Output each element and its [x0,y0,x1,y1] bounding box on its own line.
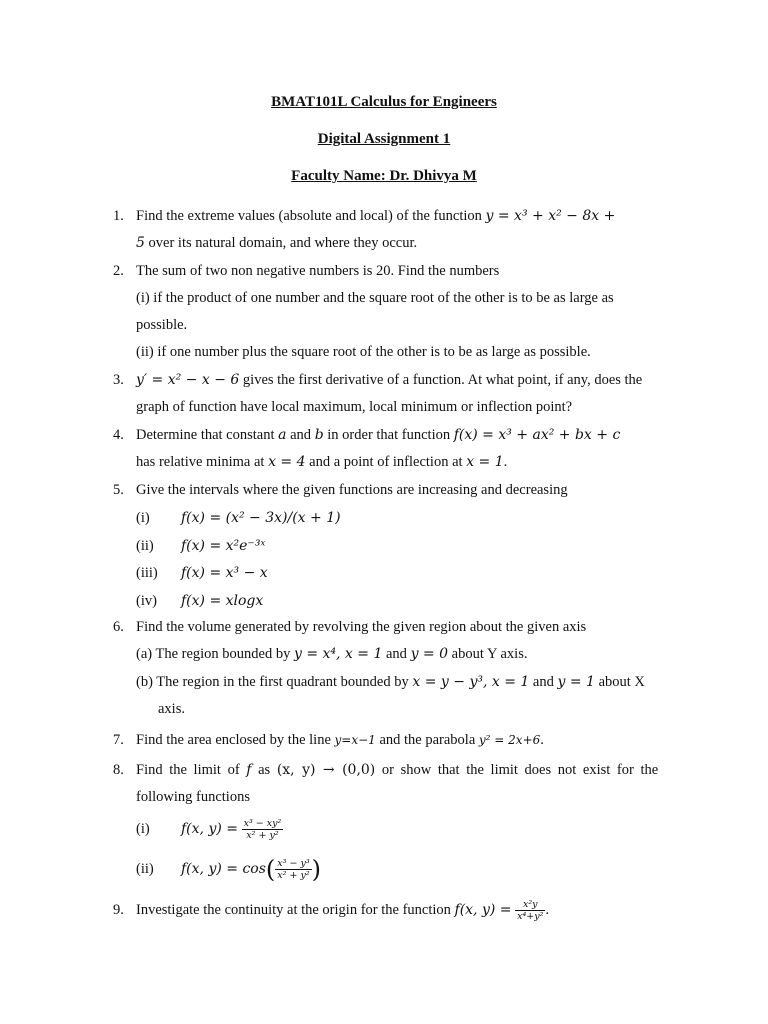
question-2-line-1: The sum of two non negative numbers is 20. Find the numbers [136,263,500,279]
fraction-denominator: x² + y² [277,870,310,882]
question-8-f: f [246,762,252,778]
fraction-numerator: x²y [515,899,545,911]
question-3-line-1 [136,370,642,390]
question-5-item-label: (iv) [136,593,157,609]
question-1-line-1 [136,206,615,226]
question-2-part-ii: (ii) if one number plus the square root of the other is to be as large as possible. [136,344,591,360]
right-paren: ) [311,855,321,884]
fraction-denominator: x² + y² [246,830,279,842]
question-5-line-1: Give the intervals where the given functions are increasing and decreasing [136,482,568,498]
question-5-number: 5. [113,482,124,498]
question-6b-bounds: x = y − y³, x = 1 [412,674,530,690]
question-8-number: 8. [113,762,124,778]
question-3-line-2: graph of function have local maximum, local minimum or inflection point? [136,399,573,415]
question-8-line-1 [136,760,658,780]
question-6a-axis: about Y axis. [448,646,528,662]
question-9-period: . [545,902,550,918]
question-3-number: 3. [113,372,124,388]
left-paren: ( [265,855,276,884]
question-7-text-2: and the parabola [375,732,479,748]
question-3-derivative: y′ = x² − x − 6 [136,372,240,388]
question-4-text-4: and a point of inflection at [305,454,467,470]
question-8-part-i-function [181,812,283,846]
fraction-numerator: x³ − xy² [243,818,282,830]
question-3-text: gives the first derivative of a function. At what point, if any, does the [239,372,643,388]
question-4-inflection-point: x = 1 [466,454,504,470]
question-9-number: 9. [113,902,124,918]
assignment-title: Digital Assignment 1 [317,131,451,147]
question-4-min-point: x = 4 [268,454,306,470]
course-title: BMAT101L Calculus for Engineers [271,94,497,110]
question-1-function: y = x³ + x² − 8x + [485,208,616,224]
question-8ii-lhs: f(x, y) = cos [181,861,266,877]
question-5-item-function: f(x) = xlogx [181,593,264,609]
question-9-text: Investigate the continuity at the origin for the function [136,902,455,918]
question-1-text-tail: over its natural domain, and where they occur. [144,235,418,251]
question-4-and: and [286,427,315,443]
question-6b-and: and [529,674,558,690]
question-8-text: Find the limit of [136,762,247,778]
question-8-as: as [251,762,277,778]
fraction-denominator: x⁴+y² [517,911,544,923]
question-4-const-a: a [278,427,287,443]
question-1-text: Find the extreme values (absolute and local) of the function [136,208,486,224]
question-8ii-fraction [275,858,311,881]
question-8-part-i-label: (i) [136,821,150,837]
question-6b-text: (b) The region in the first quadrant bounded by [136,674,413,690]
question-9-lhs: f(x, y) = [454,902,512,918]
question-6-part-b-cont: axis. [158,701,185,717]
question-1-line-2 [136,233,417,253]
question-7-number: 7. [113,732,124,748]
question-6a-bound-2: y = 0 [410,646,449,662]
question-4-text-3: has relative minima at [136,454,269,470]
question-7-period: . [540,732,544,748]
question-6-line-1: Find the volume generated by revolving the given region about the given axis [136,619,587,635]
question-8i-lhs: f(x, y) = [181,821,238,837]
question-4-line-1 [136,425,620,445]
question-6b-axis: about X [594,674,645,690]
faculty-name: Faculty Name: Dr. Dhivya M [291,168,477,184]
question-6a-and: and [382,646,411,662]
question-5-item-function: f(x) = x²e⁻³ˣ [181,538,266,554]
question-6a-bounds: y = x⁴, x = 1 [293,646,383,662]
question-5-item-function: f(x) = x³ − x [181,565,268,581]
question-4-const-b: b [314,427,324,443]
question-5-item-label: (i) [136,510,150,526]
question-8i-fraction [242,818,284,841]
question-9-fraction [515,899,545,922]
question-6b-bound-2: y = 1 [557,674,595,690]
question-2-part-i: (i) if the product of one number and the square root of the other is to be as large as [136,290,614,306]
question-4-line-2 [136,452,507,472]
question-8-limit: (x, y) → (0,0) [276,762,376,778]
fraction-numerator: x³ − y³ [277,858,310,870]
question-4-function: f(x) = x³ + ax² + bx + c [453,427,621,443]
question-5-item-label: (iii) [136,565,158,581]
question-4-period: . [503,454,508,470]
question-7-line [136,730,544,750]
question-7-line-eq: y=x−1 [334,733,376,747]
question-1-number: 1. [113,208,124,224]
question-7-text: Find the area enclosed by the line [136,732,335,748]
question-6a-text: (a) The region bounded by [136,646,294,662]
question-5-item-function: f(x) = (x² − 3x)/(x + 1) [181,510,341,526]
question-9-line [136,893,549,927]
question-2-number: 2. [113,263,124,279]
question-8-part-ii-label: (ii) [136,861,154,877]
question-2-part-i-cont: possible. [136,317,188,333]
question-8-part-ii-function [181,851,321,888]
question-7-parabola-eq: y² = 2x+6 [478,733,541,747]
question-6-number: 6. [113,619,124,635]
question-8-line-2: following functions [136,789,250,805]
question-6-part-b [136,672,645,692]
question-4-text-2: in order that function [323,427,454,443]
question-8-text-2: or show that the limit does not exist for the [375,762,659,778]
question-6-part-a [136,644,527,664]
question-5-item-label: (ii) [136,538,154,554]
question-4-number: 4. [113,427,124,443]
question-1-function-tail: 5 [136,235,145,251]
question-4-text: Determine that constant [136,427,279,443]
